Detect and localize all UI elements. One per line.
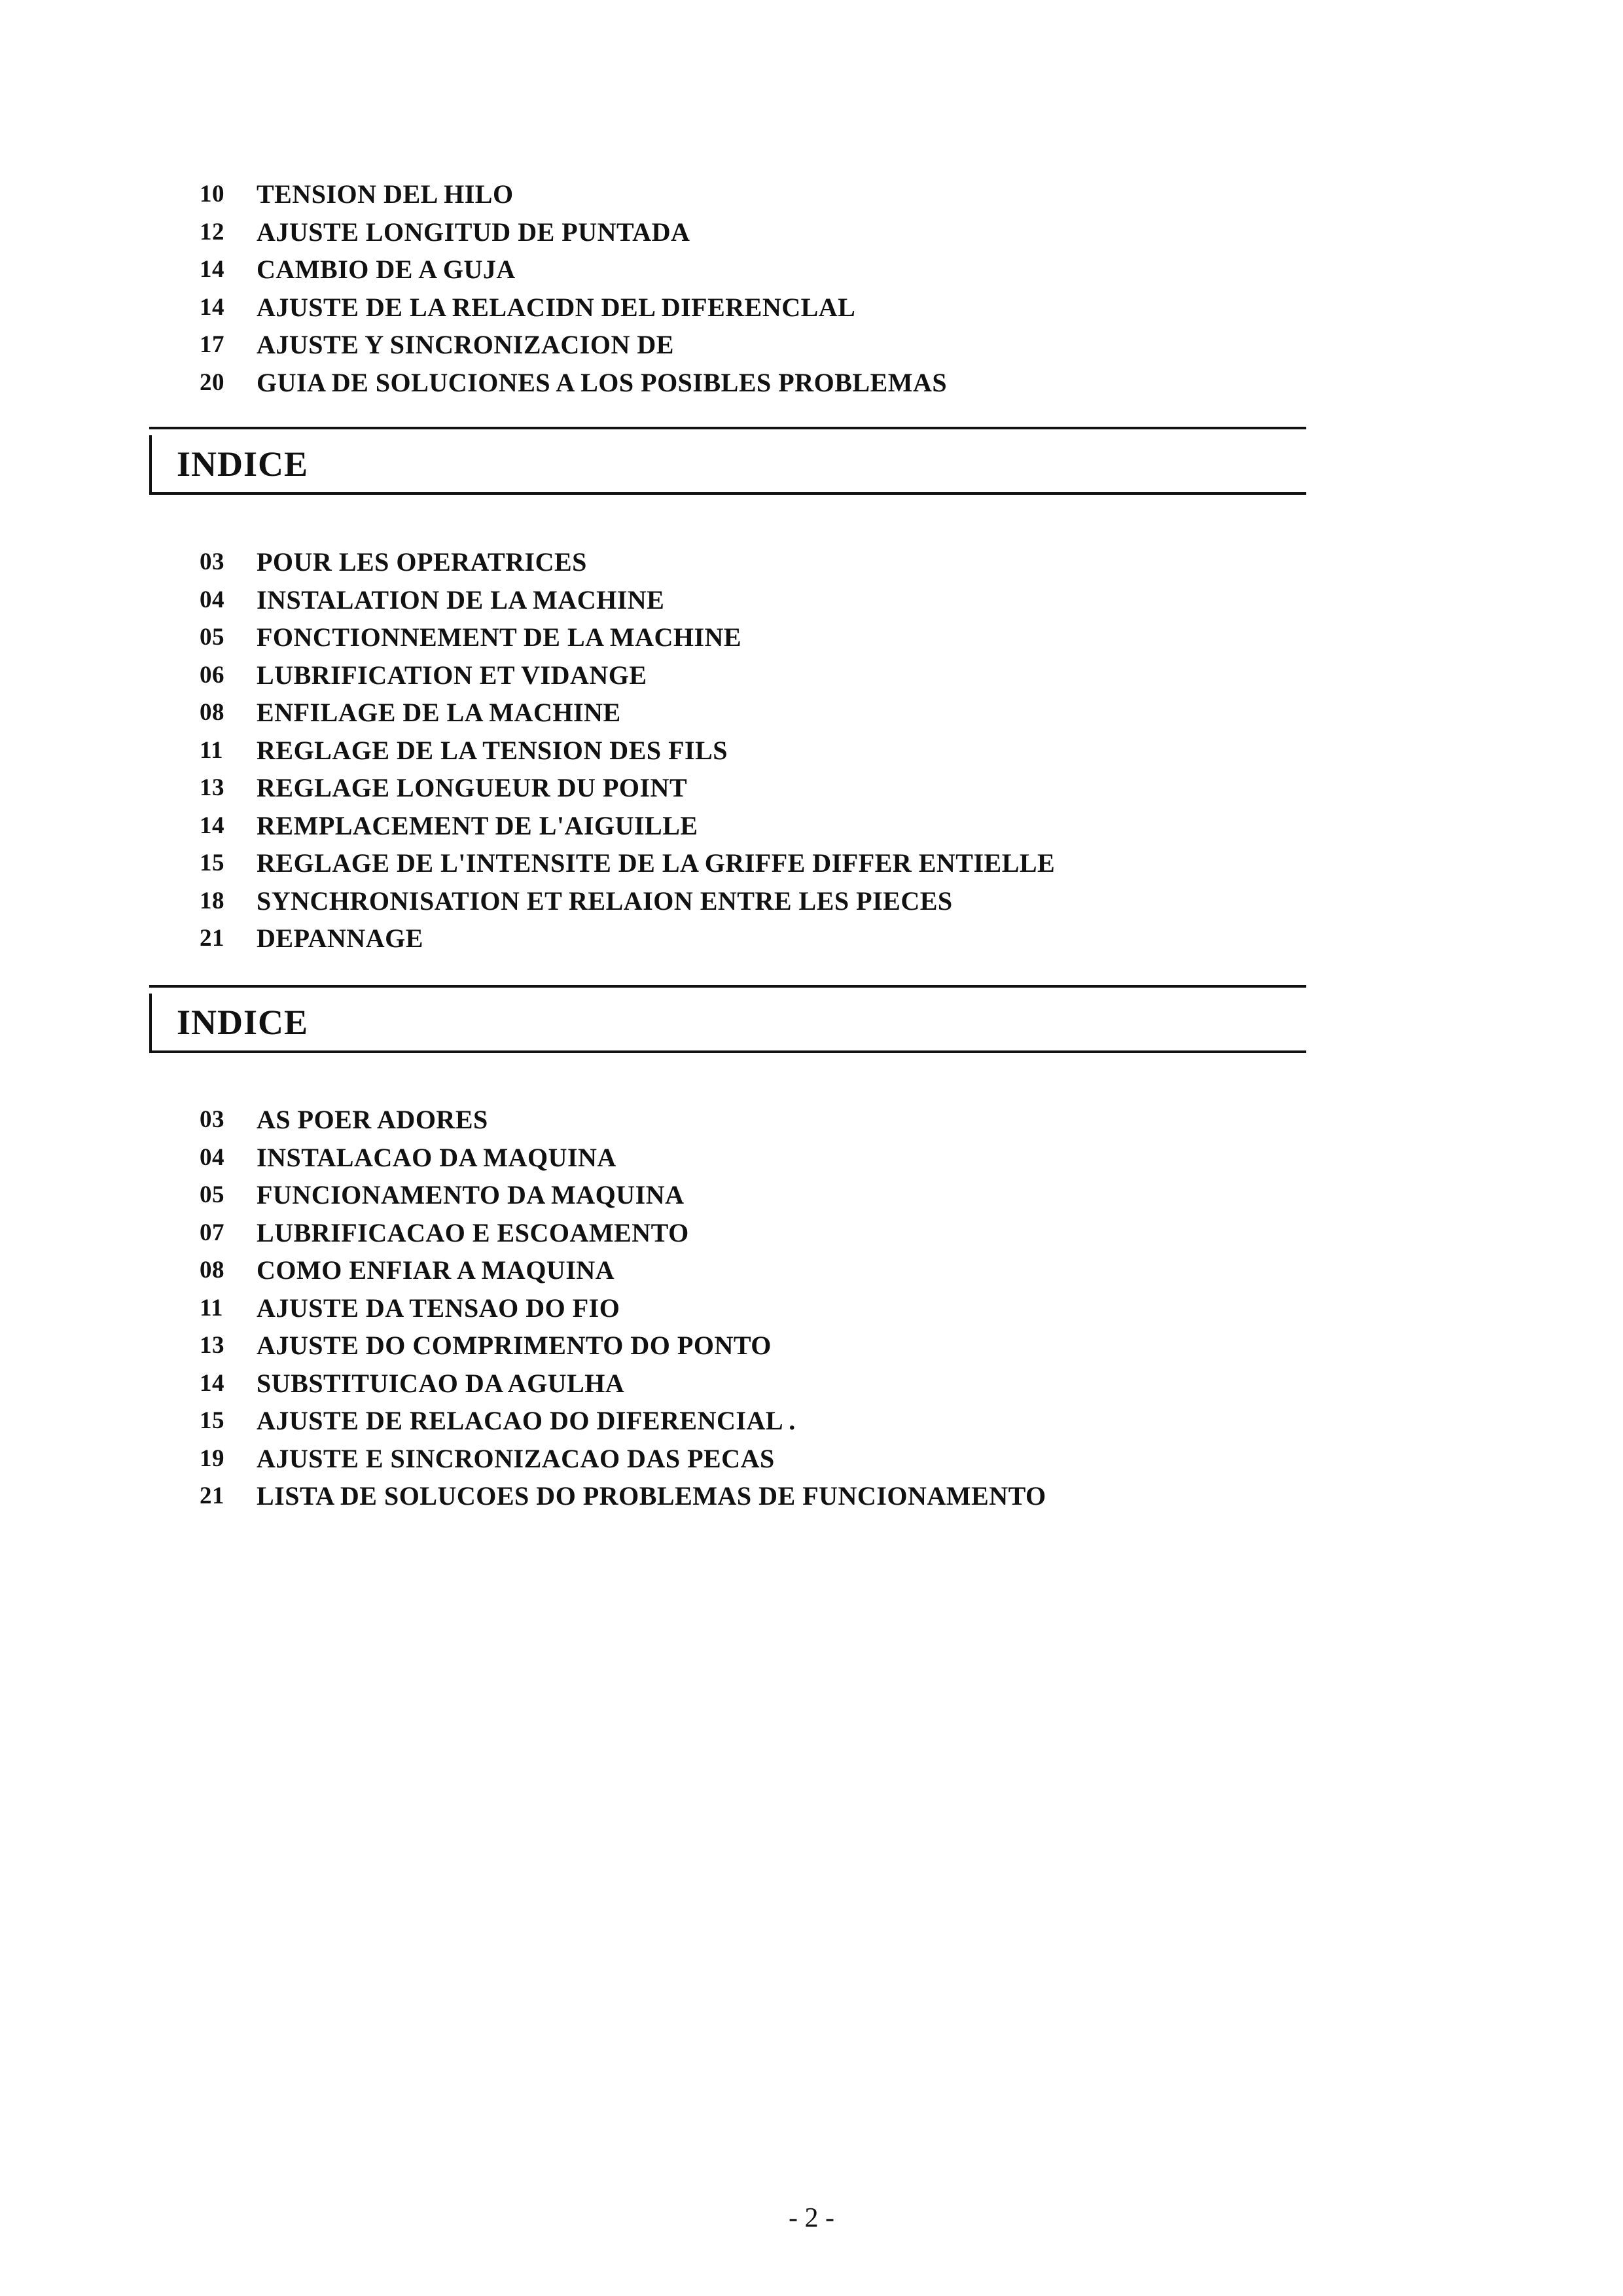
toc-entry-title: COMO ENFIAR A MAQUINA	[257, 1255, 615, 1285]
toc-list-portuguese	[200, 1101, 1046, 1515]
toc-entry-title: AJUSTE Y SINCRONIZACION DE	[257, 330, 674, 360]
toc-entry-title: INSTALACAO DA MAQUINA	[257, 1142, 616, 1172]
toc-page-number: 07	[200, 1219, 224, 1246]
heading-box-left-rule	[149, 435, 152, 495]
index-heading-title: INDICE	[177, 1003, 309, 1042]
toc-entry	[200, 251, 947, 289]
toc-entry-title: FONCTIONNEMENT DE LA MACHINE	[257, 622, 742, 653]
toc-entry-title: ENFILAGE DE LA MACHINE	[257, 698, 621, 728]
toc-entry	[200, 694, 1055, 732]
toc-entry-title: LUBRIFICACAO E ESCOAMENTO	[257, 1217, 689, 1247]
toc-entry-title: GUIA DE SOLUCIONES A LOS POSIBLES PROBLEMAS	[257, 367, 948, 397]
toc-entry-title: REMPLACEMENT DE L'AIGUILLE	[257, 810, 698, 840]
toc-page-number: 13	[200, 774, 224, 802]
page-number: - 2 -	[789, 2203, 834, 2233]
toc-entry	[200, 1289, 1046, 1327]
toc-entry	[200, 326, 947, 364]
toc-page-number: 06	[200, 661, 224, 689]
toc-page-number: 04	[200, 1143, 224, 1171]
toc-entry	[200, 1101, 1046, 1139]
toc-entry	[200, 920, 1055, 958]
toc-entry-title: DEPANNAGE	[257, 924, 423, 954]
toc-page-number: 18	[200, 887, 224, 914]
toc-page-number: 11	[200, 1294, 223, 1321]
toc-entry-title: POUR LES OPERATRICES	[257, 547, 587, 577]
toc-entry	[200, 1327, 1046, 1365]
toc-list-french	[200, 543, 1055, 958]
toc-page-number: 17	[200, 331, 224, 359]
toc-entry-title: AJUSTE DA TENSAO DO FIO	[257, 1293, 620, 1323]
toc-page-number: 05	[200, 624, 224, 651]
heading-box-left-rule	[149, 994, 152, 1053]
toc-entry-title: SUBSTITUICAO DA AGULHA	[257, 1368, 625, 1398]
toc-entry	[200, 289, 947, 327]
toc-entry	[200, 1365, 1046, 1403]
toc-entry-title: SYNCHRONISATION ET RELAION ENTRE LES PIECES	[257, 886, 953, 916]
toc-entry	[200, 1402, 1046, 1440]
toc-entry	[200, 1440, 1046, 1478]
toc-entry	[200, 175, 947, 213]
toc-page-number: 15	[200, 850, 224, 877]
toc-page-number: 20	[200, 368, 224, 396]
toc-entry	[200, 1139, 1046, 1177]
toc-page-number: 13	[200, 1332, 224, 1359]
toc-page-number: 14	[200, 293, 224, 321]
toc-entry	[200, 732, 1055, 770]
toc-entry-title: REGLAGE DE LA TENSION DES FILS	[257, 735, 728, 765]
toc-page-number: 11	[200, 736, 223, 764]
toc-page-number: 10	[200, 181, 224, 208]
toc-page-number: 12	[200, 218, 224, 245]
toc-page-number: 03	[200, 1106, 224, 1134]
toc-page-number: 05	[200, 1181, 224, 1209]
toc-entry-title: FUNCIONAMENTO DA MAQUINA	[257, 1180, 685, 1210]
toc-entry-title: LUBRIFICATION ET VIDANGE	[257, 660, 647, 690]
toc-entry-title: AJUSTE DO COMPRIMENTO DO PONTO	[257, 1331, 772, 1361]
toc-entry-title: CAMBIO DE A GUJA	[257, 255, 516, 285]
index-heading-box-portuguese	[149, 985, 1306, 1053]
toc-entry	[200, 213, 947, 251]
toc-entry	[200, 581, 1055, 619]
toc-page-number: 21	[200, 925, 224, 952]
toc-entry-title: AJUSTE LONGITUD DE PUNTADA	[257, 217, 690, 247]
toc-page-number: 04	[200, 586, 224, 613]
toc-entry-title: REGLAGE DE L'INTENSITE DE LA GRIFFE DIFFER ENTIELLE	[257, 848, 1056, 878]
toc-entry-title: AJUSTE E SINCRONIZACAO DAS PECAS	[257, 1443, 775, 1473]
toc-entry	[200, 1477, 1046, 1515]
toc-entry-title: AJUSTE DE RELACAO DO DIFERENCIAL .	[257, 1406, 796, 1436]
toc-page-number: 14	[200, 256, 224, 283]
toc-entry	[200, 656, 1055, 694]
toc-entry	[200, 1214, 1046, 1252]
toc-entry	[200, 807, 1055, 845]
toc-entry-title: REGLAGE LONGUEUR DU POINT	[257, 773, 688, 803]
toc-entry	[200, 1251, 1046, 1289]
toc-list-spanish	[200, 175, 947, 401]
toc-page-number: 14	[200, 1369, 224, 1397]
toc-entry-title: INSTALATION DE LA MACHINE	[257, 584, 665, 615]
toc-entry	[200, 844, 1055, 882]
toc-page-number: 19	[200, 1444, 224, 1472]
toc-entry-title: AS POER ADORES	[257, 1105, 488, 1135]
toc-entry	[200, 769, 1055, 807]
index-heading-box-french	[149, 427, 1306, 495]
toc-entry-title: LISTA DE SOLUCOES DO PROBLEMAS DE FUNCIONAMENTO	[257, 1481, 1046, 1511]
toc-page-number: 08	[200, 1257, 224, 1284]
toc-entry	[200, 364, 947, 402]
toc-page-number: 14	[200, 812, 224, 839]
toc-entry	[200, 619, 1055, 656]
toc-page-number: 03	[200, 548, 224, 576]
toc-entry	[200, 1176, 1046, 1214]
toc-entry	[200, 882, 1055, 920]
toc-entry	[200, 543, 1055, 581]
index-heading-title: INDICE	[177, 444, 309, 484]
toc-page-number: 08	[200, 699, 224, 726]
toc-entry-title: AJUSTE DE LA RELACIDN DEL DIFERENCLAL	[257, 292, 856, 322]
toc-page-number: 15	[200, 1407, 224, 1435]
toc-entry-title: TENSION DEL HILO	[257, 179, 514, 209]
toc-page-number: 21	[200, 1482, 224, 1510]
